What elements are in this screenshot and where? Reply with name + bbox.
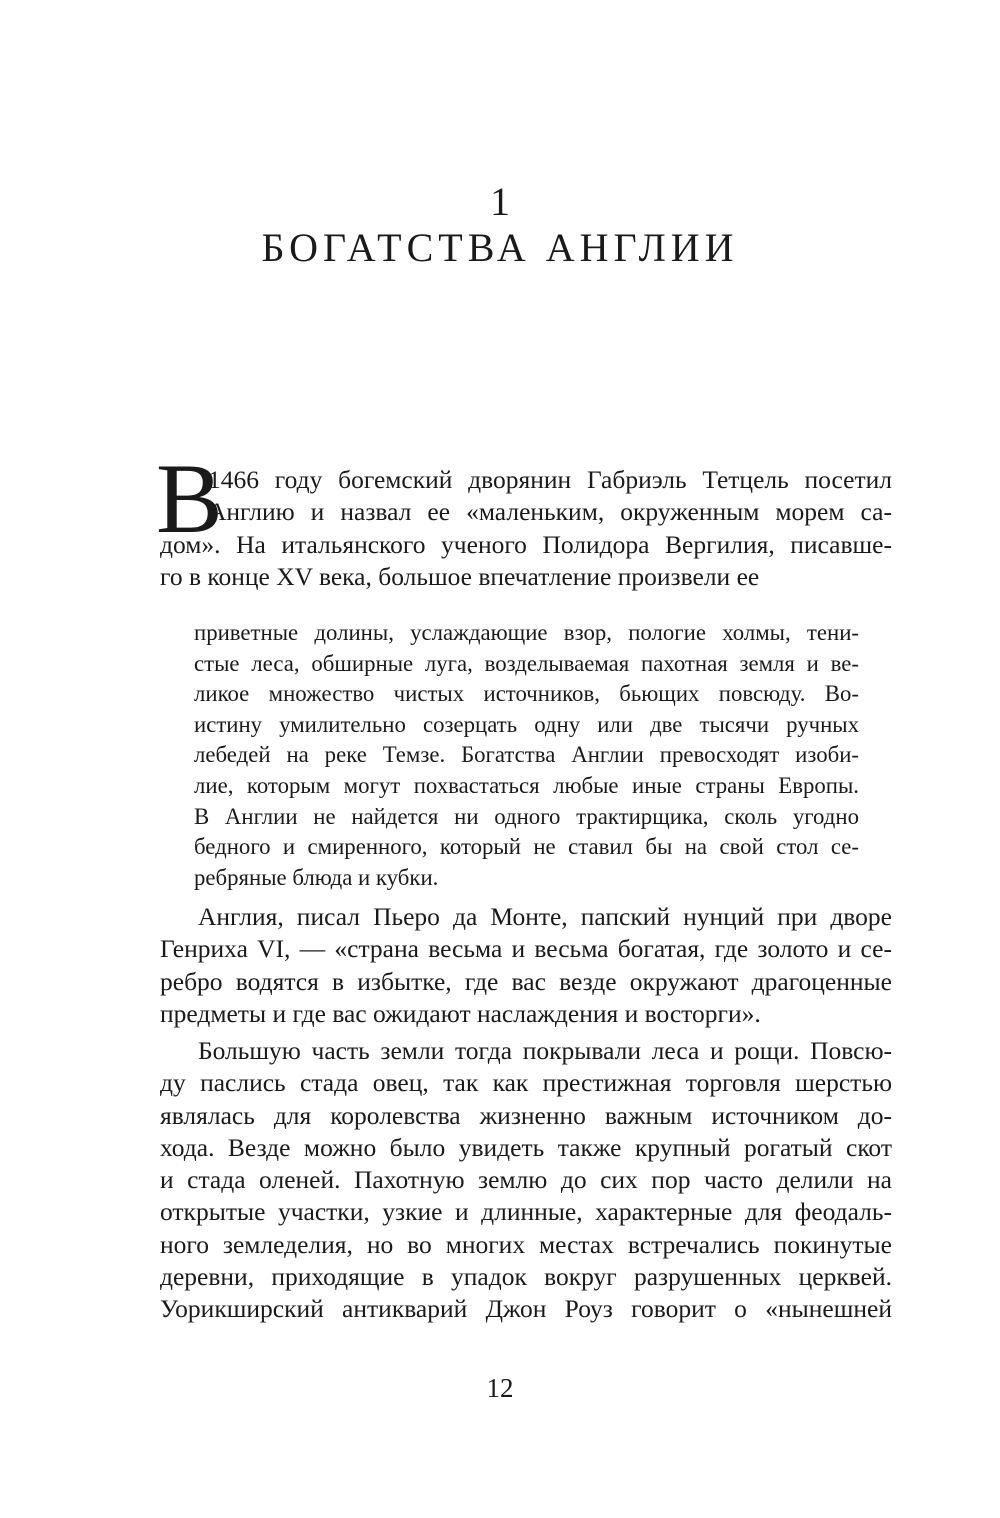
text-line: Большую часть земли тогда покрывали леса и рощи. Повсю- (198, 1036, 892, 1065)
text-line: 1466 году богемский дворянин Габриэль Тетцель посетил (208, 465, 892, 494)
text-line: деревни, приходящие в упадок вокруг разрушенных церквей. (160, 1262, 892, 1292)
quote-line: стые леса, обширные луга, возделываемая пахотная земля и ве- (194, 650, 859, 676)
text-line: открытые участки, узкие и длинные, характерные для феодаль- (160, 1197, 892, 1227)
quote-line: лебедей на реке Темзе. Богатства Англии превосходят изоби- (194, 742, 859, 768)
text-line: Англия, писал Пьеро да Монте, папский нунций при дворе (198, 902, 892, 931)
text-line: предметы и где вас ожидают наслаждения и восторги». (160, 998, 761, 1028)
quote-line: ребряные блюда и кубки. (194, 864, 439, 890)
quote-line: приветные долины, услаждающие взор, пологие холмы, тени- (194, 620, 859, 645)
quote-line: лие, которым могут похвастаться любые иные страны Европы. (194, 772, 859, 798)
paragraph-2 (160, 901, 892, 1030)
text-line: Уорикширский антикварий Джон Роуз говорит о «нынешней (160, 1294, 892, 1324)
chapter-title: БОГАТСТВА АНГЛИИ (261, 225, 739, 270)
text-line: хода. Везде можно было увидеть также крупный рогатый скот (160, 1132, 892, 1162)
text-line: дом». На итальянского ученого Полидора Вергилия, писавше- (160, 529, 892, 559)
chapter-number: 1 (490, 179, 510, 224)
text-line: го в конце XV века, большое впечатление произвели ее (160, 561, 760, 591)
paragraph-3 (160, 1035, 892, 1326)
quote-line: бедного и смиренного, который не ставил бы на свой стол се- (194, 834, 859, 860)
text-line: Англию и назвал ее «маленьким, окруженным морем са- (208, 497, 892, 527)
quote-line: ликое множество чистых источников, бьющих повсюду. Во- (194, 681, 859, 707)
text-line: ду паслись стада овец, так как престижная торговля шерстью (160, 1068, 892, 1098)
drop-cap: В (156, 443, 223, 554)
opening-paragraph (160, 464, 892, 593)
text-line: и стада оленей. Пахотную землю до сих пор часто делили на (160, 1165, 892, 1195)
quote-line: В Англии не найдется ни одного трактирщика, сколь угодно (194, 803, 859, 829)
text-line: ного земледелия, но во многих местах встречались покинутые (160, 1229, 892, 1259)
text-line: Генриха VI, — «страна весьма и весьма богатая, где золото и се- (160, 934, 892, 964)
page-number: 12 (486, 1373, 514, 1403)
text-line: являлась для королевства жизненно важным источником до- (160, 1100, 892, 1130)
text-line: ребро водятся в избытке, где вас везде окружают драгоценные (160, 966, 892, 996)
quote-line: истину умилительно созерцать одну или две тысячи ручных (194, 711, 859, 737)
block-quote (194, 618, 859, 893)
